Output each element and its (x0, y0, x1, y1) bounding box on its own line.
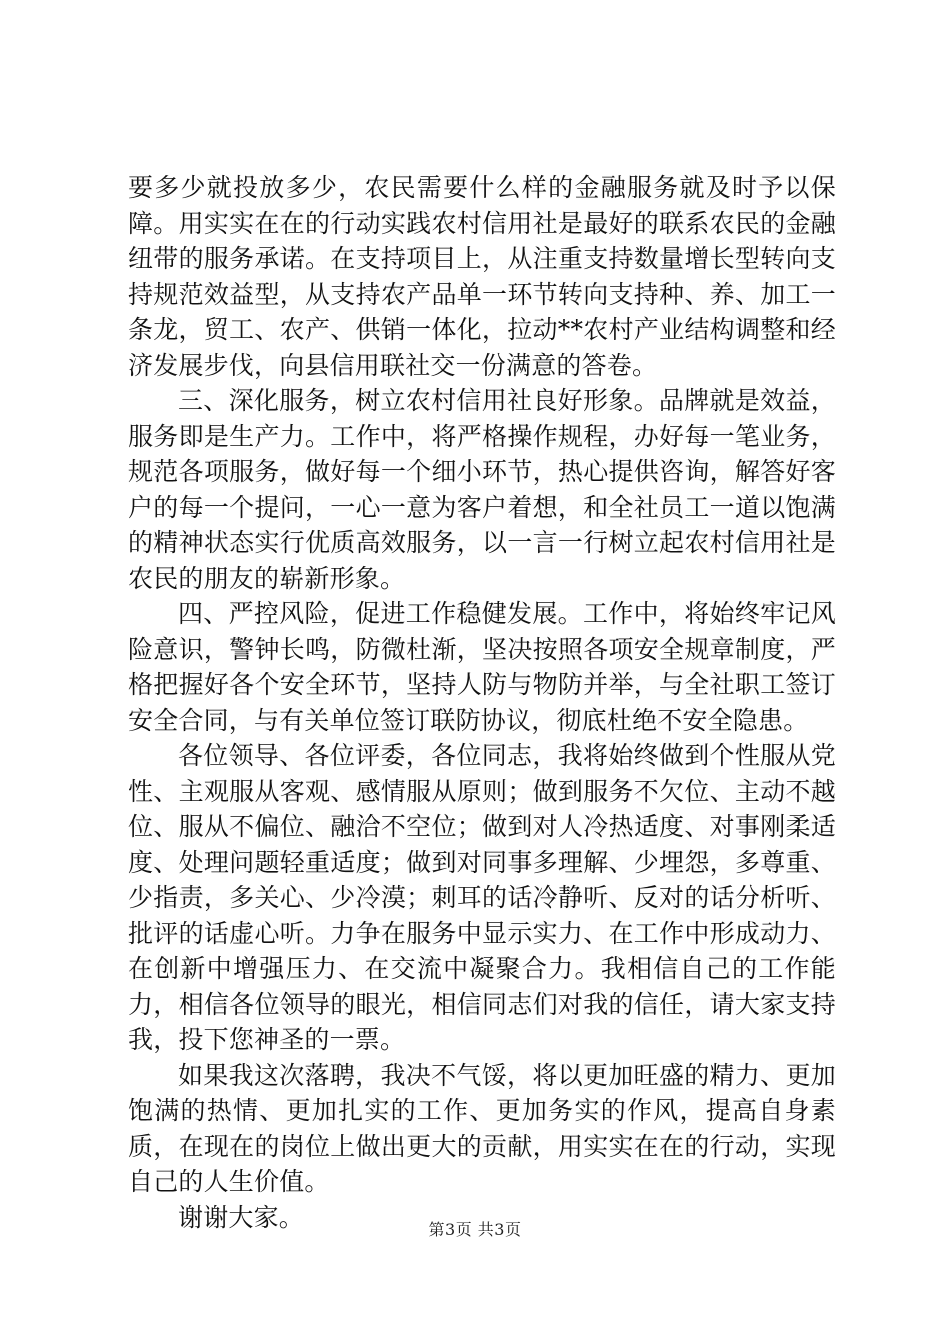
document-body (128, 170, 836, 1235)
paragraph-2: 三、深化服务，树立农村信用社良好形象。品牌就是效益，服务即是生产力。工作中，将严格操作规程，办好每一笔业务，规范各项服务，做好每一个细小环节，热心提供咨询，解答好客户的每一个提问，一心一意为客户着想，和全社员工一道以饱满的精神状态实行优质高效服务，以一言一行树立起农村信用社是农民的朋友的崭新形象。 (128, 386, 836, 593)
paragraph-4: 各位领导、各位评委，各位同志，我将始终做到个性服从党性、主观服从客观、感情服从原则；做到服务不欠位、主动不越位、服从不偏位、融洽不空位；做到对人冷热适度、对事刚柔适度、处理问题轻重适度；做到对同事多理解、少埋怨，多尊重、少指责，多关心、少冷漠；刺耳的话冷静听、反对的话分析听、批评的话虚心听。力争在服务中显示实力、在工作中形成动力、在创新中增强压力、在交流中凝聚合力。我相信自己的工作能力，相信各位领导的眼光，相信同志们对我的信任，请大家支持我，投下您神圣的一票。 (128, 741, 836, 1054)
paragraph-1: 要多少就投放多少，农民需要什么样的金融服务就及时予以保障。用实实在在的行动实践农村信用社是最好的联系农民的金融纽带的服务承诺。在支持项目上，从注重支持数量增长型转向支持规范效益型，从支持农产品单一环节转向支持种、养、加工一条龙，贸工、农产、供销一体化，拉动**农村产业结构调整和经济发展步伐，向县信用联社交一份满意的答卷。 (128, 173, 836, 380)
page-number-footer: 第3页 共3页 (428, 1220, 522, 1239)
paragraph-6: 谢谢大家。 (178, 1202, 305, 1232)
paragraph-5: 如果我这次落聘，我决不气馁，将以更加旺盛的精力、更加饱满的热情、更加扎实的工作、更加务实的作风，提高自身素质，在现在的岗位上做出更大的贡献，用实实在在的行动，实现自己的人生价值。 (128, 1060, 836, 1196)
paragraph-3: 四、严控风险，促进工作稳健发展。工作中，将始终牢记风险意识，警钟长鸣，防微杜渐，坚决按照各项安全规章制度，严格把握好各个安全环节，坚持人防与物防并举，与全社职工签订安全合同，与有关单位签订联防协议，彻底杜绝不安全隐患。 (128, 599, 836, 735)
